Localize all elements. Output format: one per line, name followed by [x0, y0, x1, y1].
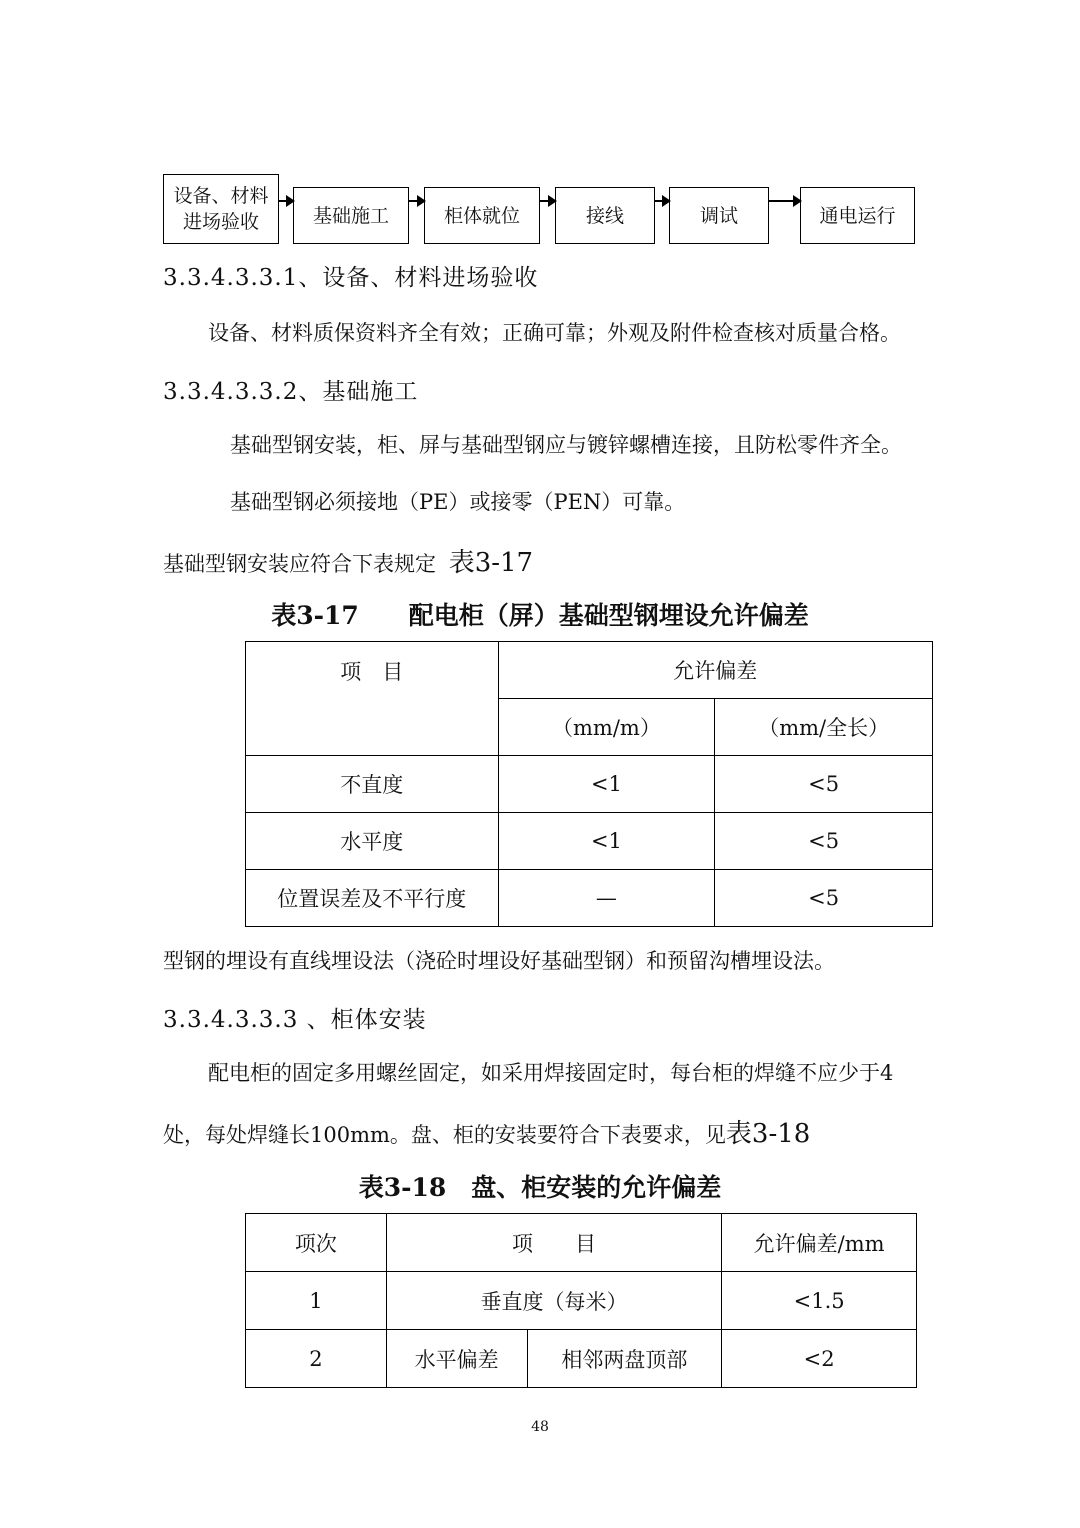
- flow-arrow: [769, 200, 800, 202]
- cell-item: 水平度: [246, 813, 499, 870]
- cell-value: <5: [715, 813, 933, 870]
- table-row: [246, 1272, 917, 1330]
- header-unit-per-m: （mm/m）: [498, 699, 715, 756]
- cell-item: 不直度: [246, 756, 499, 813]
- flow-box-cabinet-placement: [424, 187, 540, 244]
- table-row: [246, 813, 933, 870]
- page-number: 48: [531, 1419, 549, 1435]
- cell-item: 水平偏差: [386, 1330, 527, 1388]
- table-caption: 表3-17 配电柜（屏）基础型钢埋设允许偏差: [271, 601, 809, 630]
- cell-subitem: 相邻两盘顶部: [527, 1330, 722, 1388]
- flow-arrow: [409, 200, 424, 202]
- cell-no: 1: [246, 1272, 387, 1330]
- flow-label: 基础施工: [312, 204, 389, 227]
- header-item: 项 目: [386, 1214, 721, 1272]
- table-ref: 表3-18: [725, 1119, 811, 1149]
- paragraph: 基础型钢必须接地（PE）或接零（PEN）可靠。: [230, 490, 686, 514]
- header-item: [246, 642, 499, 756]
- flow-label: 设备、材料 进场验收: [173, 185, 269, 233]
- header-no: 项次: [246, 1214, 387, 1272]
- paragraph: 设备、材料质保资料齐全有效；正确可靠；外观及附件检查核对质量合格。: [208, 321, 901, 345]
- header-item-label: 项 目: [340, 660, 404, 684]
- table-row: [246, 756, 933, 813]
- cell-value: —: [498, 870, 715, 927]
- cell-item: 垂直度（每米）: [386, 1272, 721, 1330]
- cell-value: <5: [715, 756, 933, 813]
- flow-label: 柜体就位: [443, 204, 520, 227]
- cell-value: <1: [498, 756, 715, 813]
- paragraph-text: 基础型钢安装应符合下表规定: [163, 552, 436, 576]
- flow-arrow: [279, 200, 293, 202]
- paragraph: [163, 542, 533, 579]
- flow-box-power-on: [800, 187, 915, 244]
- paragraph-text: 处，每处焊缝长100mm。盘、柜的安装要符合下表要求，见: [163, 1123, 726, 1147]
- flow-label: 调试: [699, 204, 738, 227]
- table-caption: 表3-18 盘、柜安装的允许偏差: [358, 1173, 722, 1202]
- table-row: [246, 1330, 917, 1388]
- tolerance-table-3-17: [245, 641, 933, 927]
- flow-label: 接线: [585, 204, 624, 227]
- section-heading-3: 3.3.4.3.3.3 、柜体安装: [163, 1007, 427, 1033]
- cell-value: <2: [722, 1330, 917, 1388]
- cell-item: 位置误差及不平行度: [246, 870, 499, 927]
- paragraph: 基础型钢安装，柜、屏与基础型钢应与镀锌螺槽连接，且防松零件齐全。: [230, 433, 902, 457]
- flow-box-acceptance: [163, 174, 279, 244]
- table-ref: 表3-17: [448, 548, 534, 578]
- tolerance-table-3-18: [245, 1213, 917, 1388]
- cell-value: <1.5: [722, 1272, 917, 1330]
- header-unit-full-length: （mm/全长）: [715, 699, 933, 756]
- flow-arrow: [655, 200, 669, 202]
- flow-box-debugging: [669, 187, 769, 244]
- header-deviation: 允许偏差: [498, 642, 932, 699]
- flow-box-foundation: [293, 187, 409, 244]
- cell-value: <5: [715, 870, 933, 927]
- cell-value: <1: [498, 813, 715, 870]
- paragraph: 型钢的埋设有直线埋设法（浇砼时埋设好基础型钢）和预留沟槽埋设法。: [163, 949, 835, 973]
- section-heading-2: 3.3.4.3.3.2、基础施工: [163, 379, 419, 405]
- flow-arrow: [540, 200, 555, 202]
- header-deviation: 允许偏差/mm: [722, 1214, 917, 1272]
- table-row: [246, 870, 933, 927]
- paragraph: 配电柜的固定多用螺丝固定，如采用焊接固定时，每台柜的焊缝不应少于4: [208, 1061, 894, 1085]
- cell-no: 2: [246, 1330, 387, 1388]
- flow-label: 通电运行: [819, 204, 896, 227]
- flow-box-wiring: [555, 187, 655, 244]
- paragraph: [163, 1113, 810, 1150]
- section-heading-1: 3.3.4.3.3.1、设备、材料进场验收: [163, 265, 539, 291]
